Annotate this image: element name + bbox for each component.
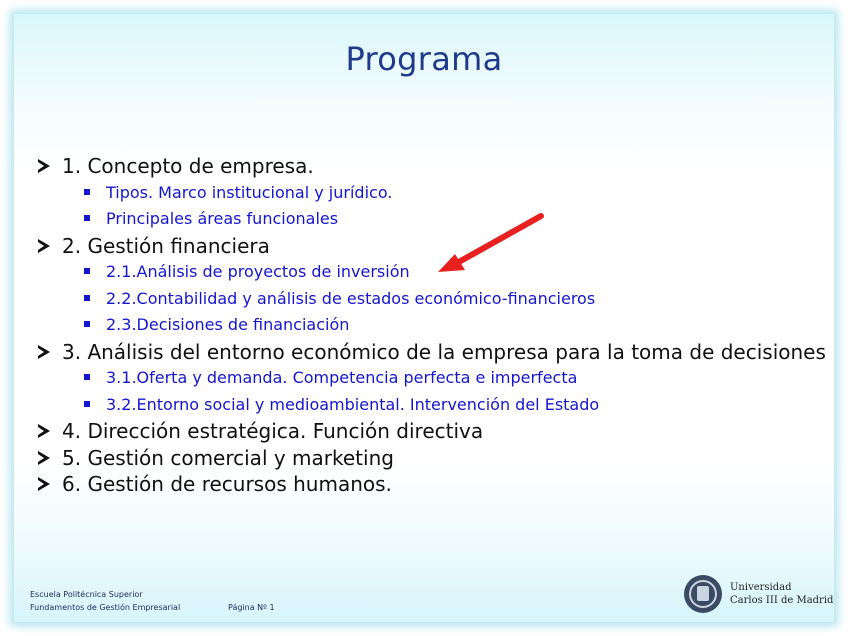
square-bullet-icon: [84, 321, 90, 327]
outline-subitem: [36, 312, 826, 339]
footer: [30, 588, 275, 614]
outline-item: [36, 418, 826, 445]
square-bullet-icon: [84, 374, 90, 380]
square-bullet-icon: [84, 268, 90, 274]
outline-subitem-text: 3.1.Oferta y demanda. Competencia perfecta e imperfecta: [106, 368, 578, 387]
university-name: [730, 581, 833, 607]
outline-subitem: [36, 392, 826, 419]
outline-item-text: 6. Gestión de recursos humanos.: [62, 472, 392, 496]
chevron-bullet-icon: [38, 239, 50, 253]
university-logo: [684, 575, 834, 617]
outline-item: [36, 233, 826, 260]
outline-item: [36, 339, 826, 366]
chevron-bullet-icon: [38, 451, 50, 465]
footer-course: Fundamentos de Gestión Empresarial: [30, 603, 181, 612]
slide: [14, 14, 834, 622]
square-bullet-icon: [84, 401, 90, 407]
outline-subitem-text: Principales áreas funcionales: [106, 209, 339, 228]
chevron-bullet-icon: [38, 159, 50, 173]
outline-item-text: 2. Gestión financiera: [62, 233, 270, 258]
square-bullet-icon: [84, 295, 90, 301]
university-name-line2: Carlos III de Madrid: [730, 595, 834, 606]
outline-subitem-text: 2.2.Contabilidad y análisis de estados económico-financieros: [106, 288, 596, 308]
chevron-bullet-icon: [38, 345, 50, 359]
outline-item-text: 5. Gestión comercial y marketing: [62, 445, 394, 470]
university-seal-icon: [684, 575, 722, 613]
square-bullet-icon: [84, 215, 90, 221]
outline-subitem: [36, 206, 826, 233]
outline-subitem: [36, 259, 826, 286]
slide-title: Programa: [345, 40, 503, 78]
chevron-bullet-icon: [38, 424, 50, 438]
outline-subitem: [36, 286, 826, 313]
outline-subitem-text: 2.1.Análisis de proyectos de inversión: [106, 262, 410, 281]
square-bullet-icon: [84, 189, 90, 195]
outline-subitem-text: 3.2.Entorno social y medioambiental. Intervención del Estado: [106, 394, 600, 414]
outline-item-text: 4. Dirección estratégica. Función directiva: [62, 419, 484, 443]
outline-item: [36, 471, 826, 498]
outline-item-text: 3. Análisis del entorno económico de la empresa para la toma de decisiones: [62, 339, 826, 364]
chevron-bullet-icon: [38, 477, 50, 491]
outline-item-text: 1. Concepto de empresa.: [62, 154, 314, 178]
outline-item: [36, 445, 826, 472]
outline-subitem-text: 2.3.Decisiones de financiación: [106, 315, 350, 334]
outline-item: [36, 153, 826, 180]
footer-school: Escuela Politécnica Superior: [30, 590, 143, 599]
outline-subitem: [36, 365, 826, 392]
outline-list: [36, 153, 826, 498]
outline-subitem: [36, 180, 826, 207]
university-name-line1: Universidad: [730, 582, 792, 593]
footer-page-number: Página Nº 1: [228, 603, 275, 612]
outline-subitem-text: Tipos. Marco institucional y jurídico.: [106, 182, 393, 202]
